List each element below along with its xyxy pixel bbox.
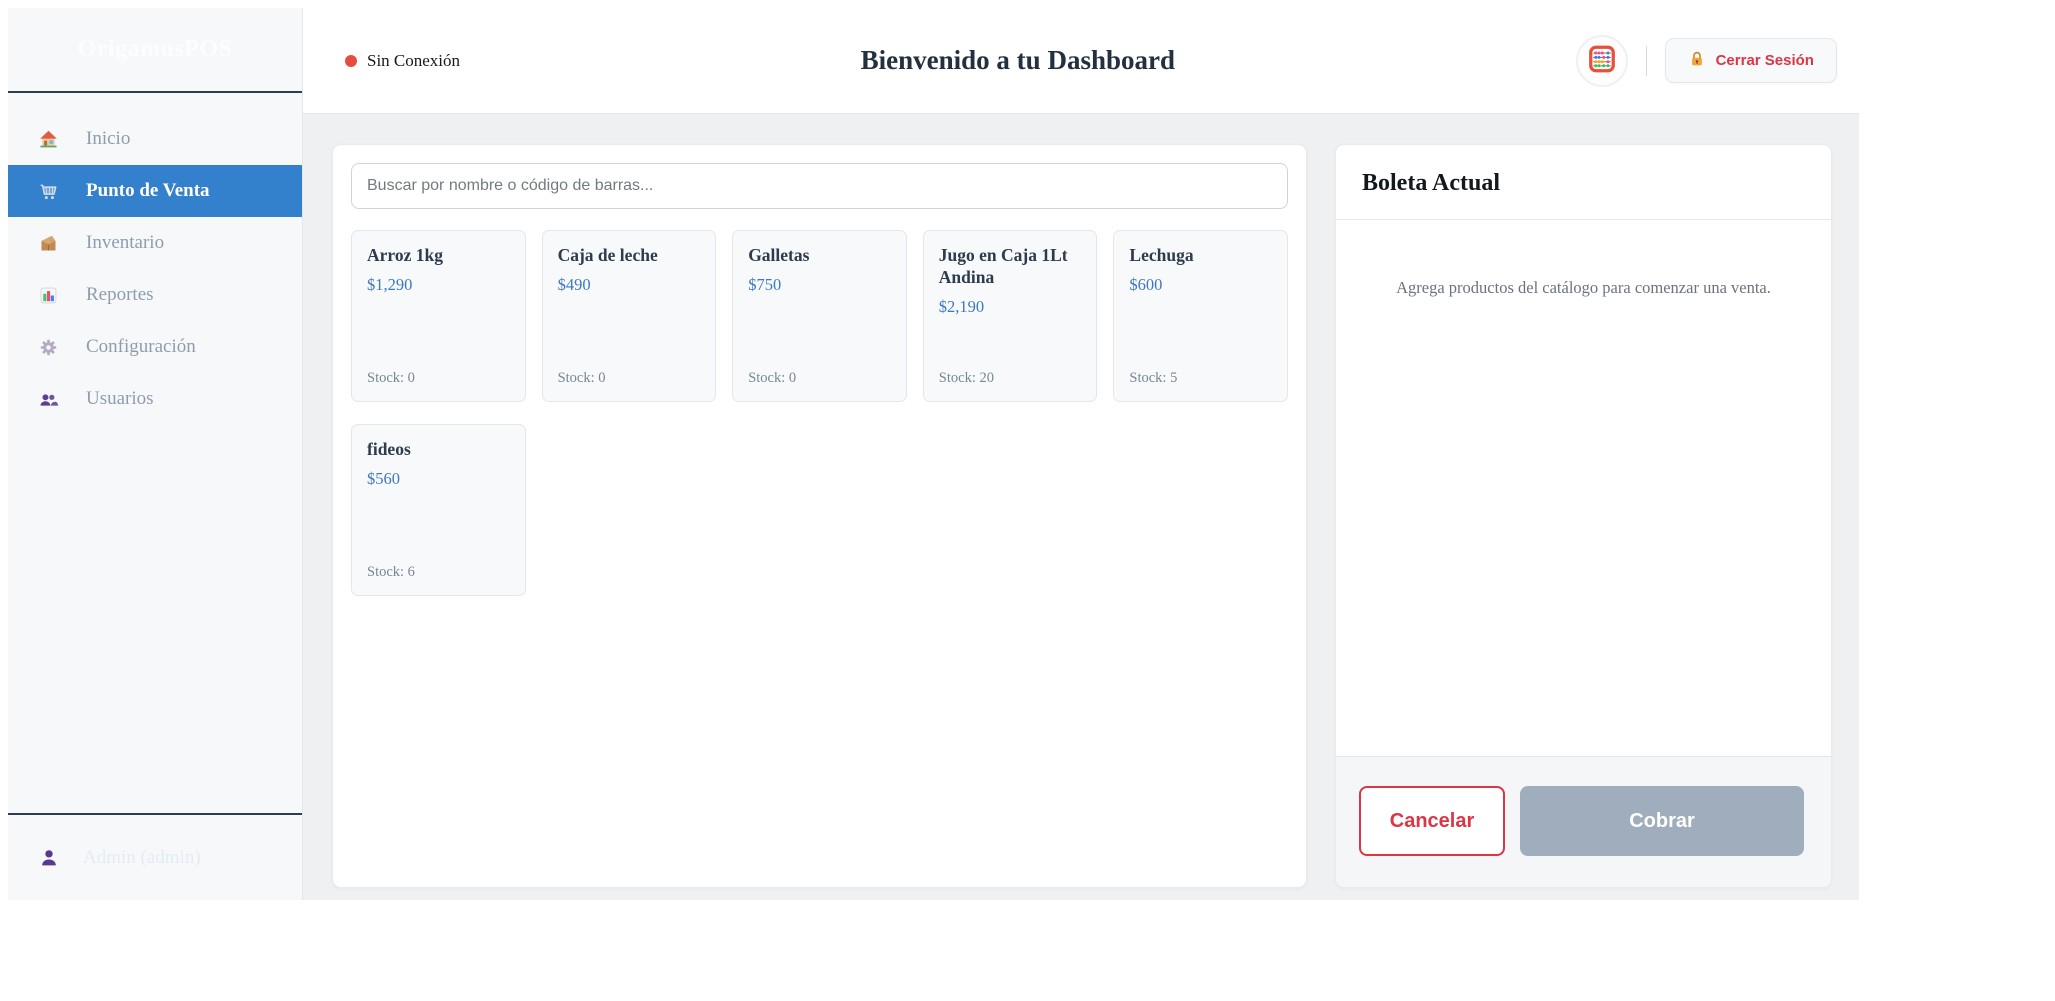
receipt-panel [1335,144,1832,888]
product-card[interactable] [542,230,717,402]
product-price: $600 [1129,274,1163,294]
cancel-button[interactable]: Cancelar [1359,786,1505,856]
sidebar-item-punto-de-venta[interactable] [8,165,302,217]
product-name: Jugo en Caja 1Lt Andina [938,245,1068,287]
sidebar-menu [8,93,302,813]
offline-dot-icon [345,55,357,67]
sidebar-item-label: Usuarios [86,388,154,409]
product-card[interactable] [351,230,526,402]
product-price: $2,190 [938,296,985,316]
sidebar [8,8,303,900]
sidebar-item-label: Inicio [86,128,131,149]
product-stock: Stock: 0 [367,370,415,386]
product-stock: Stock: 0 [557,370,606,386]
product-grid [351,230,1288,596]
content-area [303,113,1859,900]
logout-button[interactable] [1665,38,1837,83]
sidebar-item-inventario[interactable] [8,217,302,269]
package-icon [38,233,59,254]
receipt-title: Boleta Actual [1362,170,1500,196]
product-price: $750 [748,274,782,294]
top-bar [303,8,1859,113]
logout-button-label: Cerrar Sesión [1715,52,1814,69]
top-bar-actions [1576,35,1837,87]
product-stock: Stock: 0 [748,370,797,386]
receipt-header [1336,145,1831,220]
catalog-panel [332,144,1307,888]
divider [1646,46,1647,76]
product-price: $560 [367,468,400,488]
cart-icon [38,181,59,202]
charge-button[interactable]: Cobrar [1520,786,1804,856]
receipt-empty-message: Agrega productos del catálogo para comenzar una venta. [1396,278,1771,297]
connection-status-label: Sin Conexión [367,50,461,70]
sidebar-item-label: Configuración [86,336,196,357]
app-window [8,8,1859,900]
user-icon [38,847,59,868]
sidebar-item-label: Inventario [86,232,165,253]
lock-icon [1688,50,1706,71]
product-name: Lechuga [1129,245,1194,265]
product-name: fideos [367,439,411,459]
receipt-body [1336,220,1831,756]
app-logo: OrigamusPOS [77,36,233,62]
sidebar-item-inicio[interactable] [8,113,302,165]
search-input[interactable] [351,163,1288,209]
product-stock: Stock: 6 [367,564,415,580]
sidebar-header [8,8,302,93]
product-stock: Stock: 20 [938,370,994,386]
product-card[interactable] [1113,230,1288,402]
product-name: Arroz 1kg [367,245,443,265]
product-card[interactable] [923,230,1098,402]
calculator-button[interactable] [1576,35,1628,87]
product-name: Galletas [748,245,810,265]
sidebar-item-label: Punto de Venta [86,180,210,201]
main-area [303,8,1859,900]
receipt-footer [1336,756,1831,887]
sidebar-item-label: Reportes [86,284,154,305]
sidebar-user [8,813,302,900]
product-price: $1,290 [367,274,413,294]
sidebar-item-reportes[interactable] [8,269,302,321]
page-title: Bienvenido a tu Dashboard [860,45,1175,75]
gear-icon [38,337,59,358]
product-stock: Stock: 5 [1129,370,1178,386]
product-card[interactable] [351,424,526,596]
abacus-icon [1587,44,1617,77]
product-card[interactable] [732,230,907,402]
product-name: Caja de leche [557,245,658,265]
sidebar-item-configuracion[interactable] [8,321,302,373]
product-price: $490 [557,274,591,294]
connection-status [345,51,460,71]
sidebar-item-usuarios[interactable] [8,373,302,425]
bar-chart-icon [38,285,59,306]
sidebar-user-label: Admin (admin) [83,846,201,868]
users-icon [38,389,59,410]
house-icon [38,129,59,150]
